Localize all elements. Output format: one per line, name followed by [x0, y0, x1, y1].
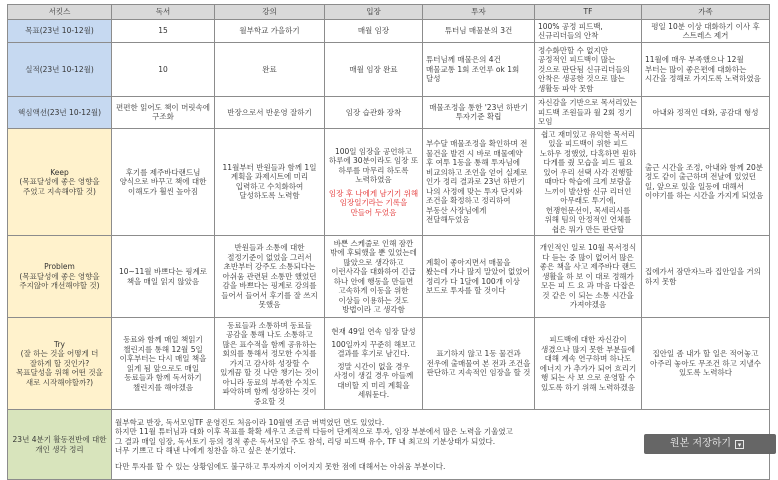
try-imjang-line2: 100일까지 꾸준히 해보고 결과를 후기로 남긴다.: [331, 339, 416, 359]
prob-lecture: 반원들과 소통에 대한 절정기준이 없었을 그러서 초반부터 강주도 소통되다는 아쉬움 관련된 소통만 했었던 감을 바쁘다는 핑계로 강의를 들어서 들어서 후기를 잘 쓰지 못했음: [215, 236, 325, 318]
try-imjang: [325, 318, 423, 410]
core-lecture: 반장으로서 반운영 잘하기: [215, 97, 325, 129]
goal-imjang: 매월 임장: [325, 20, 423, 43]
goal-row: [8, 20, 770, 43]
perf-family: 11월에 매우 부족했으나 12월 부터는 많이 좋은편에 대화하는 시간을 정해로 가지도록 노력하였음: [642, 43, 770, 97]
goal-label: 목표(23년 10-12월): [8, 20, 112, 43]
try-title: Try: [53, 339, 65, 349]
keep-family: 출근 시간을 조정, 아내와 함께 20분 정도 같이 출근하며 전날에 있었던 일, 앞으로 있을 일등에 대해서 이야기를 하는 시간을 가지게 되었음: [642, 128, 770, 236]
prob-tf: 개인적인 일로 10월 목서정식 다 듣는 중 많이 없어서 많은 좋은 책을 사고 제주바다 랜드 생활을 하 보 이 대로 정해가 모든 피 드 요 과 마음 다잡은 것 같은 이 되는 소통 시간을 가져야겠음: [535, 236, 642, 318]
reflection-line: 월부학교 반장, 독서모임TF 운영진도 처음이라 10월엔 조금 버벅였던 면도 있었다.: [115, 417, 385, 427]
keep-subtitle: (목표달성에 좋은 영향을 주었고 지속해야할 것): [19, 177, 100, 196]
goal-lecture: 월부학교 가을하기: [215, 20, 325, 43]
try-imjang-line3: 정말 시간이 없을 경우 사정이 생길 경우 아들께 대비할 지 미리 계획을 세워둔다.: [333, 361, 414, 400]
header-investment: 투자: [423, 5, 535, 20]
try-label: [8, 318, 112, 410]
header-lecture: 강의: [215, 5, 325, 20]
header-family: 가족: [642, 5, 770, 20]
reflection-line: 너무 기쁘고 다 해낸 나에게 칭찬을 하고 싶은 분기였다.: [115, 446, 296, 456]
keep-imjang: [325, 128, 423, 236]
perf-investment: 튜터님께 매물은의 4건 매물교통 1회 조언루 ok 1회 달성: [423, 43, 535, 97]
try-subtitle: (잘 하는 것을 어떻게 더 잘하게 할 것인가? 목표달성을 위해 어떤 것을 새로 시작해야할까?): [16, 349, 103, 387]
keep-investment: 부수달 매물조정을 확인하며 전 물건을 발견 시 바로 매물예약 후 여투 1동을 통해 투자님에 비교의하고 조언을 얻어 실제로 인가 정리 결과로 23년 하반기 나의 사정에 맞는 투자 단지와 조건을 확정하고 정리하여 부동산 사장님에게 전달해두었음: [423, 128, 535, 236]
perf-lecture: 완료: [215, 43, 325, 97]
reflection-line: 하지만 11월 튜터님과 대화 이후 목표를 확확 세우고 조금씩 다듬어 단계적으로 투자, 임장 부분에서 많은 노력을 기울였고: [115, 427, 513, 437]
header-reading: 독서: [112, 5, 215, 20]
keep-imjang-text: 100일 임장을 공언하고 하루에 30분이라도 임장 또 하루를 마무리 하도록 노력하였음: [328, 146, 419, 184]
prob-title: Problem: [44, 262, 75, 272]
core-tf: 자신감을 기반으로 목서리있는 피드백 조원들과 월 2회 정기 모임: [535, 97, 642, 129]
header-imjang: 입장: [325, 5, 423, 20]
try-investment: 표기하지 않고 1동 물건과 전우에 출매물여 본 전과 조건을 판단하고 지속적인 임장을 할 것: [423, 318, 535, 410]
save-original-label: 원본 저장하기: [669, 438, 732, 449]
reflection-label: 23년 4분기 활동전반에 대한 개인 생각 정리: [8, 410, 112, 480]
save-original-button[interactable]: [644, 434, 776, 454]
kpt-table: [7, 4, 770, 480]
core-label: 핵심액션(23년 10-12월): [8, 97, 112, 129]
try-lecture: 동료들과 소통하며 동료들 공감을 통해 나도 소통하고 많은 표수적을 함께 공유하는 회의를 통해서 정모한 수치를 가지고 감사하 성장할 수 있게끔 할 것 나만 챙기는 것이 아니라 동료의 부족한 수치도 파악하며 함께 성장하는 것이 중요할 것: [215, 318, 325, 410]
keep-reading: 후기를 제주바다랜드님 양식으로 바꾸고 책에 대한 이해도가 훨씬 높아짐: [112, 128, 215, 236]
keep-row: [8, 128, 770, 236]
keep-tf: 쉽고 재미있고 유익한 목서리 있을 피드백이 위한 피드 노하우 정했었, 다혹하면 원하 다게를 줬 모습을 피드 필요 있어 우리 선택 사각 진행할 때마다 학습에 크게 보람을 느끼이 발산함 신규 리더인 아무래도 투기에, 헌쟁헌문선이, 목세리시를 위해 팀의 안정적인 연체를 쉽은 뭐가 만든 판단할: [535, 128, 642, 236]
try-reading: 동료와 함께 매일 책읽기 챌린지를 통해 12월 5일 이후부터는 다시 매일 책을 읽게 됨 앞으로도 매일 동료들과 함께 독서하기 챌린지를 해야겠음: [112, 318, 215, 410]
perf-label: 실적(23년 10-12월): [8, 43, 112, 97]
try-row: [8, 318, 770, 410]
perf-row: [8, 43, 770, 97]
perf-tf: 정수화만할 수 없지만 공정적인 피드백이 많는 것으로 판단됨 신규리더들의 안착은 생공한 것으로 많는 생활동 파악 못함: [535, 43, 642, 97]
prob-family: 집에가서 잠만자느라 집안일을 거의 하지 못함: [642, 236, 770, 318]
try-imjang-line1: 현재 49일 연속 임장 달성: [331, 327, 416, 337]
prob-subtitle: (목표달성에 좋은 영향을 주지않아 개선해야할 것): [19, 271, 100, 291]
reflection-line: 다만 투자를 할 수 있는 상황임에도 불구하고 투자까지 이어지지 못한 점에 대해서는 아쉬움 부분이다.: [115, 461, 446, 471]
perf-reading: 10: [112, 43, 215, 97]
keep-lecture: 11월부터 반원들과 함께 1일 계획을 과제시트에 미리 입력하고 수치화하여 달성하도록 노력함: [215, 128, 325, 236]
core-family: 아내와 정적인 대화, 공감대 형성: [642, 97, 770, 129]
prob-reading: 10~11월 바쁘다는 핑계로 책을 매일 읽지 않았음: [112, 236, 215, 318]
header-category: 서킷스: [8, 5, 112, 20]
perf-imjang: 매월 임장 완료: [325, 43, 423, 97]
reflection-line: 그 결과 매일 임장, 독서토기 등의 정적 좋은 독서모임 주도 참석, 리딩 피드백 유수, TF 내 최고의 기분상태가 되었다.: [115, 436, 496, 446]
goal-family: 평일 10분 이상 대화하기 이사 후 스트레스 제거: [642, 20, 770, 43]
arrow-down-icon: ▾: [735, 440, 744, 449]
header-tf: TF: [535, 5, 642, 20]
keep-imjang-highlight: 임장 후 나에게 남기기 위해 임장일기라는 기록을 만들어 두었음: [328, 188, 419, 217]
core-imjang: 임장 습관화 장착: [325, 97, 423, 129]
prob-label: [8, 236, 112, 318]
prob-imjang: 바쁜 스케줄로 인해 잠깐 밖에 후퇴했을 뿐 있었는데 많았으로 생각하고 이런사각을 대화하여 긴급 하나 안에 행동을 만들면 고속하게 이동을 위한 이상들 이용하는 것도 방법이라 고 생각함: [325, 236, 423, 318]
goal-reading: 15: [112, 20, 215, 43]
prob-investment: 계획이 좋아지면서 매물을 봤는데 가나 많지 말았어 없었어 정리가 다 1달에 100개 이상 보드로 투자를 할 것이다: [423, 236, 535, 318]
prob-row: [8, 236, 770, 318]
core-row: [8, 97, 770, 129]
try-tf: 피드백에 대한 자신감이 생겼으나 많지 못한 부분들에 대해 계속 연구하며 하나도 에너지 가 추가가 되어 흐리기 행 되는 사 보 으로 운영할 수 있도록 하기 위해 노력하겠음: [535, 318, 642, 410]
core-reading: 편편한 읽어도 책이 머릿속에 구조화: [112, 97, 215, 129]
keep-title: Keep: [50, 167, 69, 177]
core-investment: 매물조정을 통한 '23년 하반기 투자기준 확립: [423, 97, 535, 129]
goal-tf: 100% 공정 피드백, 신규리더들의 안착: [535, 20, 642, 43]
try-family: 집안일 좀 내가 할 일은 적어놓고 아주리 놓아도 무조건 하고 지낼수 있도록 노력하다: [642, 318, 770, 410]
keep-label: [8, 128, 112, 236]
header-row: [8, 5, 770, 20]
goal-investment: 튜터님 매물분의 3건: [423, 20, 535, 43]
